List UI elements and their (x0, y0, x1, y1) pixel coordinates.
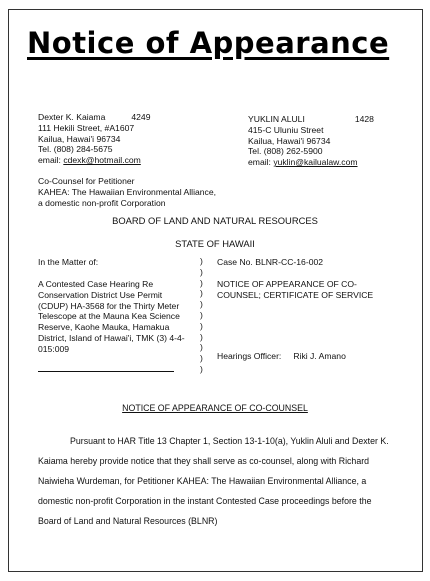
hearings-officer-name: Riki J. Amano (293, 351, 346, 361)
notice-body-paragraph (38, 431, 390, 531)
matter-label: In the Matter of: (38, 257, 99, 267)
counsel-left-address2: Kailua, Hawai'i 96734 (38, 133, 121, 144)
counsel-left-email-link[interactable]: cdexk@hotmail.com (63, 155, 141, 166)
matter-line: (CDUP) HA-3568 for the Thirty Meter (38, 300, 180, 311)
matter-line: Reserve, Kaohe Mauka, Hamakua (38, 322, 170, 333)
document-title-line2: COUNSEL; CERTIFICATE OF SERVICE (217, 289, 374, 300)
notice-heading: NOTICE OF APPEARANCE OF CO-COUNSEL (122, 403, 308, 413)
cocounsel-line3: a domestic non-profit Corporation (38, 197, 166, 208)
matter-line: District, Island of Hawai'i, TMK (3) 4-4- (38, 332, 185, 343)
matter-line: 015:009 (38, 343, 70, 354)
counsel-right-address2: Kailua, Hawai'i 96734 (248, 135, 331, 146)
hearings-officer-label: Hearings Officer: (217, 351, 282, 361)
counsel-left-email-label: email: (38, 155, 64, 166)
caption-parentheses: ) ) ) ) ) ) ) ) ) ) ) (200, 256, 203, 374)
notice-body-text: Pursuant to HAR Title 13 Chapter 1, Section 13-1-10(a), Yuklin Aluli and Dexter K. Kaiama hereby provide notice that they shall serve as co-counsel, along with Richard Naiwieha Wurdeman, for Petitioner KAHEA: The Hawaiian Environmental Alliance, a domestic non-profit Corporation in the instant Contested Case proceedings before the Board of Land and Natural Resources (BLNR) (38, 436, 389, 526)
counsel-left-address1: 111 Hekili Street, #A1607 (38, 122, 135, 133)
counsel-right-bar-no: 1428 (354, 114, 374, 124)
hearings-officer-row (217, 351, 346, 362)
matter-line: Conservation District Use Permit (38, 289, 163, 300)
document-title-line1: NOTICE OF APPEARANCE OF CO- (217, 279, 357, 289)
counsel-left-name: Dexter K. Kaiama (38, 112, 106, 122)
counsel-right-email-link[interactable]: yuklin@kailualaw.com (273, 157, 358, 168)
state-heading: STATE OF HAWAII (175, 238, 255, 249)
counsel-left-block (38, 112, 150, 166)
cocounsel-block (38, 176, 216, 208)
document-title (217, 279, 373, 301)
matter-line: A Contested Case Hearing Re (38, 279, 154, 289)
cocounsel-line2: KAHEA: The Hawaiian Environmental Alliance, (38, 186, 217, 197)
page-title: Notice of Appearance (27, 26, 390, 60)
counsel-right-email-label: email: (248, 157, 274, 168)
cocounsel-line1: Co-Counsel for Petitioner (38, 176, 135, 186)
caption-underline (38, 371, 174, 372)
matter-line: Telescope at the Mauna Kea Science (38, 311, 180, 322)
matter-description (38, 279, 185, 355)
counsel-right-address1: 415-C Uluniu Street (248, 124, 324, 135)
counsel-right-block (248, 114, 374, 168)
counsel-right-name: YUKLIN ALULI (248, 114, 305, 124)
counsel-left-bar-no: 4249 (131, 112, 151, 122)
counsel-right-tel: Tel. (808) 262-5900 (248, 146, 323, 157)
board-heading: BOARD OF LAND AND NATURAL RESOURCES (112, 215, 318, 226)
counsel-left-tel: Tel. (808) 284-5675 (38, 144, 113, 155)
case-number: Case No. BLNR-CC-16-002 (217, 257, 324, 267)
